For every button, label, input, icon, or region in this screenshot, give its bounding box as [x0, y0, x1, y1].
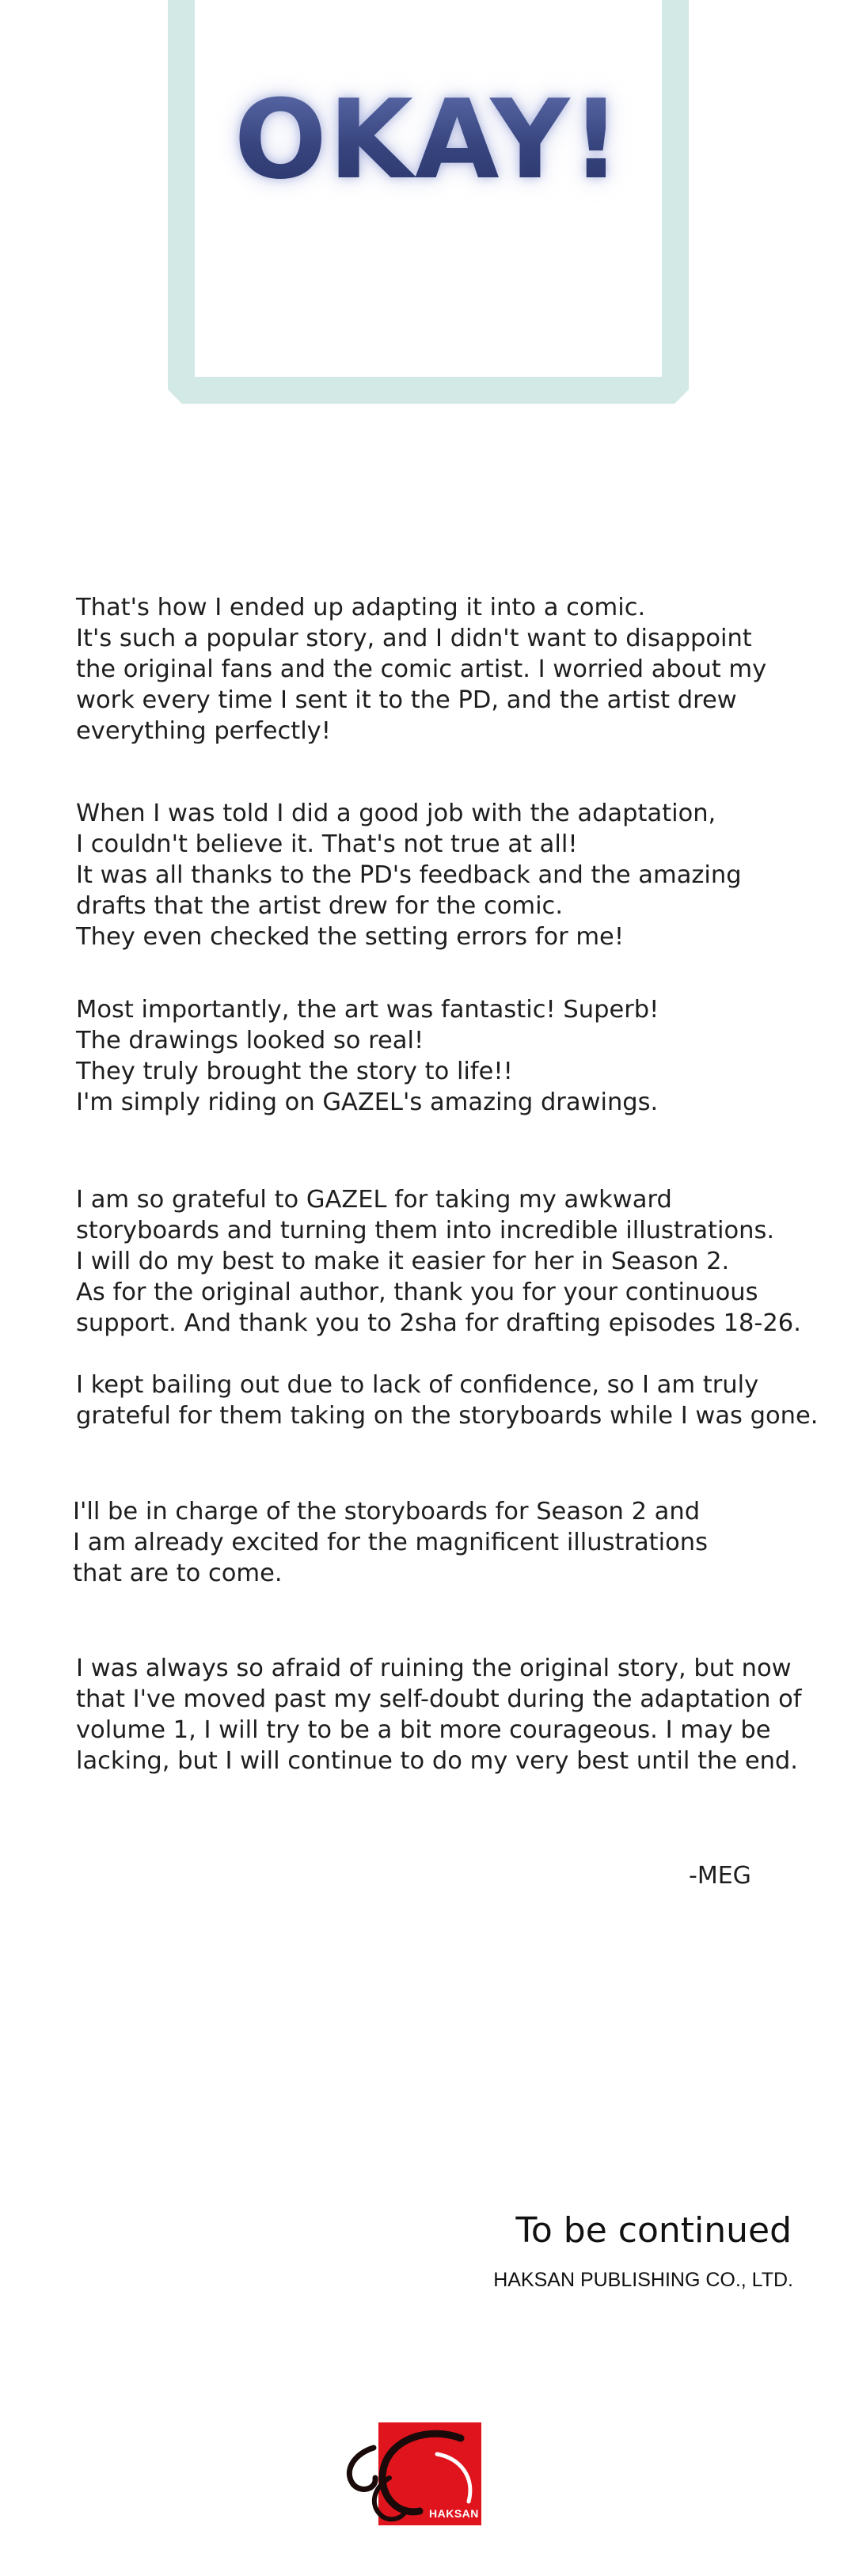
text-line: It's such a popular story, and I didn't want to disappoint [76, 625, 752, 652]
paragraph-season-two [73, 1496, 809, 1589]
text-line: I am already excited for the magnificent illustrations [73, 1529, 708, 1556]
paragraph-adaptation [76, 592, 812, 747]
okay-title: OKAY! [168, 85, 689, 195]
text-line: the original fans and the comic artist. I worried about my [76, 655, 767, 683]
haksan-logo-icon [342, 2422, 484, 2541]
text-line: drafts that the artist drew for the comic. [76, 892, 564, 920]
text-line: I couldn't believe it. That's not true at all! [76, 830, 578, 858]
text-line: work every time I sent it to the PD, and the artist drew [76, 686, 737, 714]
author-signature: -MEG [689, 1862, 751, 1890]
text-line: They truly brought the story to life!! [76, 1058, 513, 1085]
text-line: volume 1, I will try to be a bit more courageous. I may be [76, 1716, 771, 1744]
paragraph-feedback [76, 798, 812, 952]
text-line: I was always so afraid of ruining the original story, but now [76, 1655, 792, 1682]
paragraph-gratitude [76, 1184, 812, 1339]
text-line: The drawings looked so real! [76, 1027, 424, 1054]
logo-text: HAKSAN [429, 2507, 479, 2520]
text-line: storyboards and turning them into incredible illustrations. [76, 1217, 775, 1244]
text-line: that are to come. [73, 1560, 283, 1587]
text-line: I'll be in charge of the storyboards for Season 2 and [73, 1498, 701, 1525]
text-line: I will do my best to make it easier for her in Season 2. [76, 1248, 730, 1275]
text-line: I kept bailing out due to lack of confidence, so I am truly [76, 1371, 759, 1399]
text-line: I'm simply riding on GAZEL's amazing drawings. [76, 1089, 659, 1116]
text-line: They even checked the setting errors for me! [76, 923, 625, 951]
publisher-name: HAKSAN PUBLISHING CO., LTD. [493, 2269, 793, 2291]
text-line: grateful for them taking on the storyboards while I was gone. [76, 1402, 819, 1430]
text-line: That's how I ended up adapting it into a comic. [76, 594, 646, 621]
paragraph-art [76, 994, 812, 1118]
text-line: everything perfectly! [76, 717, 331, 745]
text-line: Most importantly, the art was fantastic! Superb! [76, 996, 659, 1024]
text-line: lacking, but I will continue to do my very best until the end. [76, 1747, 798, 1775]
text-line: As for the original author, thank you for your continuous [76, 1279, 758, 1306]
text-line: When I was told I did a good job with the adaptation, [76, 800, 716, 827]
to-be-continued: To be continued [515, 2210, 792, 2251]
text-line: I am so grateful to GAZEL for taking my awkward [76, 1186, 672, 1214]
paragraph-courage [76, 1653, 812, 1776]
text-line: that I've moved past my self-doubt during the adaptation of [76, 1685, 802, 1713]
text-line: support. And thank you to 2sha for drafting episodes 18-26. [76, 1309, 801, 1337]
haksan-logo [342, 2422, 484, 2541]
paragraph-confidence [76, 1370, 819, 1431]
text-line: It was all thanks to the PD's feedback and the amazing [76, 861, 742, 889]
